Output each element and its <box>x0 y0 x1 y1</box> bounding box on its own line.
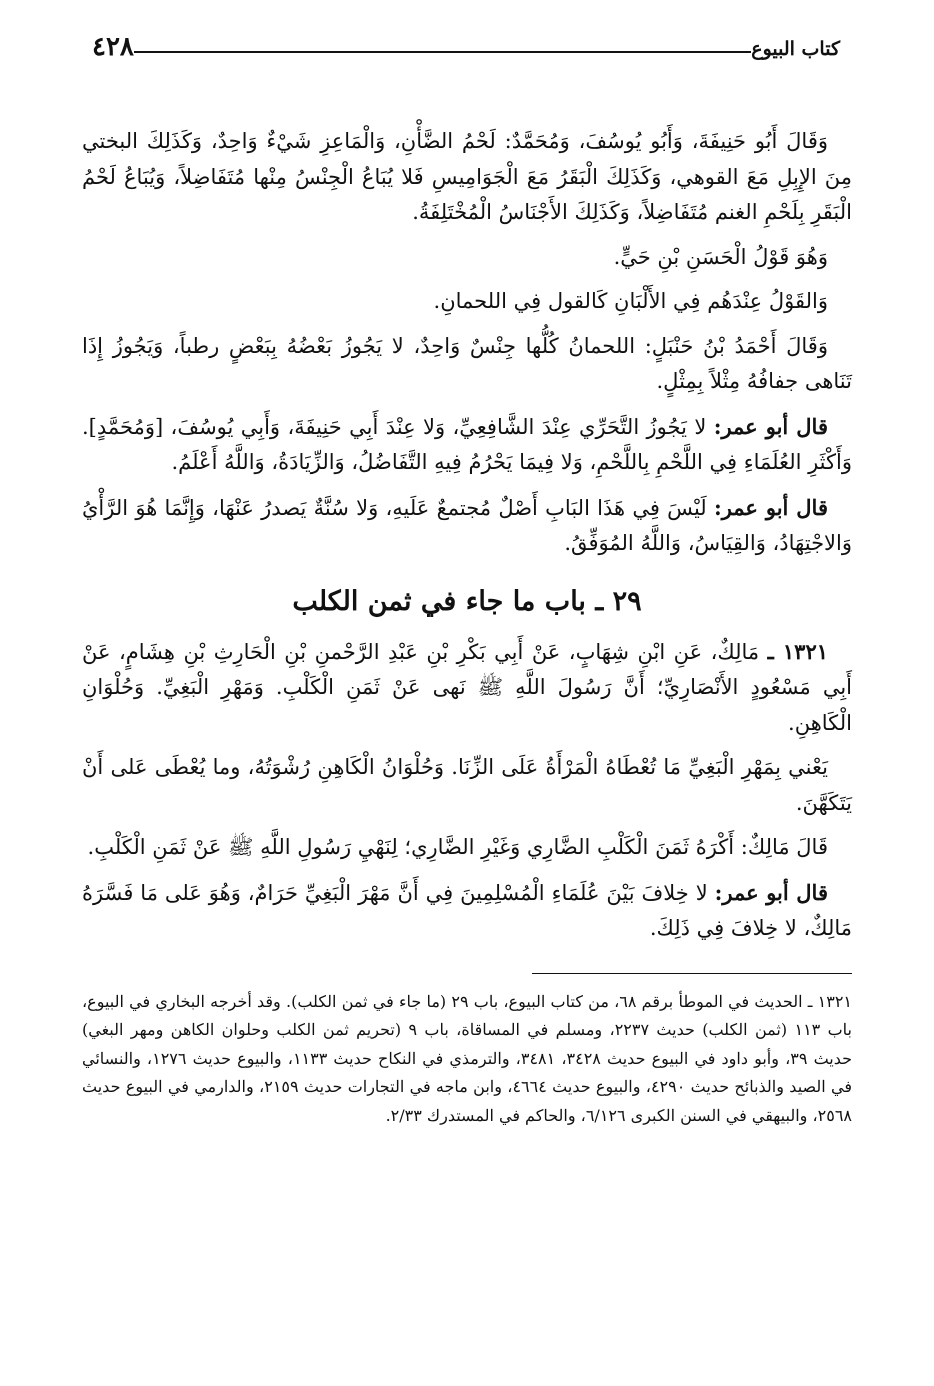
paragraph-abu-hanifa: وَقَالَ أَبُو حَنِيفَةَ، وَأَبُو يُوسُفَ، وَمُحَمَّدٌ: لَحْمُ الضَّأْنِ، وَالْمَاعِزِ شَيْءٌ وَاحِدٌ، وَكَذَلِكَ البختي مِنَ الإِبِلِ مَعَ القوهي، وَكَذَلِكَ الْبَقَرُ مَعَ الْجَوَامِيسِ فَلا يُبَاعُ الْجِنْسُ مِنْها مُتَفَاضِلاً، وَيُبَاعُ لَحْمُ الْبَقَرِ بِلَحْمِ الغنم مُتَفَاضِلاً، وَكَذَلِكَ الأَجْنَاسُ الْمُخْتَلِفَةُ. <box>82 129 852 224</box>
book-page <box>82 28 852 1130</box>
book-title: كتاب البيوع <box>751 38 840 60</box>
speaker-label: قال أبو عمر: <box>713 413 828 439</box>
paragraph-text: لا يَجُوزُ التَّحَرِّي عِنْدَ الشَّافِعِيِّ، وَلا عِنْدَ أَبِي حَنِيفَةَ، وَأَبِي يُوسُفَ، [وَمُحَمَّدٍ]. وَأَكْثَرِ العُلَمَاءِ فِي اللَّحْمِ بِاللَّحْمِ، وَلا فِيمَا يَحْرُمُ فِيهِ التَّفَاضُلُ، وَالزِّيَادَةُ، وَاللَّهُ أَعْلَمُ. <box>82 414 852 474</box>
speaker-label: قال أبو عمر: <box>714 879 828 905</box>
hadith-number: ١٣٢١ ـ <box>767 638 829 664</box>
paragraph-malik: قَالَ مَالِكٌ: أَكْرَهُ ثَمَنَ الْكَلْبِ الضَّارِي وَغَيْرِ الضَّارِي؛ لِنَهْيِ رَسُولِ اللَّهِ ﷺ عَنْ ثَمَنِ الْكَلْبِ. <box>87 835 828 859</box>
running-header <box>82 28 852 62</box>
paragraph-ahmad: وَقَالَ أَحْمَدُ بْنُ حَنْبَلٍ: اللحمانُ كُلُّها جِنْسٌ وَاحِدٌ، لا يَجُوزُ بَعْضُهُ بِبَعْضٍ رطباً، وَيَجُوزُ إِذَا تَنَاهى جفافُهُ مِثْلاً بِمِثْلٍ. <box>82 333 852 393</box>
paragraph-milk: وَالقَوْلُ عِنْدَهُم فِي الأَلْبَانِ كَالقول فِي اللحمانِ. <box>433 289 828 313</box>
footnote: ١٣٢١ ـ الحديث في الموطأ برقم ٦٨، من كتاب البيوع، باب ٢٩ (ما جاء في ثمن الكلب). وقد أخرجه البخاري في البيوع، باب ١١٣ (ثمن الكلب) حديث ٢٢٣٧، ومسلم في المساقاة، باب ٩ (تحريم ثمن الكلب وحلوان الكاهن ومهر البغي) حديث ٣٩، وأبو داود في البيوع حديث ٣٤٢٨، ٣٤٨١، والترمذي في النكاح حديث ١١٣٣، والبيوع حديث ١٢٧٦، والنسائي في الصيد والذبائح حديث ٤٢٩٠، والبيوع حديث ٤٦٦٤، وابن ماجه في التجارات حديث ٢١٥٩، والدارمي في البيوع حديث ٢٥٦٨، والبيهقي في السنن الكبرى ٦/١٢٦، والحاكم في المستدرك ٢/٣٣. <box>82 991 853 1125</box>
paragraph-abu-umar-3 <box>82 875 852 947</box>
paragraph-explanation: يَعْني بِمَهْرِ الْبَغِيِّ مَا تُعْطَاهُ الْمَرْأَةُ عَلَى الزِّنَا. وَحُلْوَانُ الْكَاهِنِ رُشْوَتُهُ، وما يُعْطَى عَلى أَنْ يَتَكَهَّنَ. <box>82 755 852 815</box>
hadith-1321 <box>82 634 852 742</box>
paragraph-text: لا خِلافَ بَيْنَ عُلَمَاءِ الْمُسْلِمِينَ فِي أَنَّ مَهْرَ الْبَغِيِّ حَرَامٌ، وَهُوَ عَلى مَا فَسَّرَهُ مَالِكٌ، لا خِلافَ فِي ذَلِكَ. <box>82 880 852 940</box>
header-rule <box>134 51 751 53</box>
footnote-rule <box>532 973 852 974</box>
chapter-title: ٢٩ ـ باب ما جاء في ثمن الكلب <box>292 585 642 617</box>
speaker-label: قال أبو عمر: <box>713 494 828 520</box>
paragraph-abu-umar-1 <box>82 409 852 481</box>
paragraph-text: لَيْسَ فِي هَذَا البَابِ أَصْلٌ مُجتمعٌ عَلَيهِ، وَلا سُنَّةٌ يَصدرُ عَنْهَا، وَإِنَّمَا هُوَ الرَّأْيُ وَالاجْتِهَادُ، وَالقِيَاسُ، وَاللَّهُ المُوَفِّقُ. <box>82 495 852 555</box>
page-number: ٤٢٨ <box>92 32 134 62</box>
paragraph-abu-umar-2 <box>82 490 852 562</box>
hadith-text: مَالِكٌ، عَنِ ابْنِ شِهَابٍ، عَنْ أَبِي بَكْرِ بْنِ عَبْدِ الرَّحْمنِ بْنِ الْحَارِثِ بْنِ هِشَامٍ، عَنْ أَبِي مَسْعُودٍ الأَنْصَارِيِّ؛ أَنَّ رَسُولَ اللَّهِ ﷺ نَهى عَنْ ثَمَنِ الْكَلْبِ. وَمَهْرِ الْبَغِيِّ. وَحُلْوَانِ الْكَاهِنِ. <box>82 639 852 735</box>
paragraph-hasan: وَهُوَ قَوْلُ الْحَسَنِ بْنِ حَيٍّ. <box>613 244 828 269</box>
